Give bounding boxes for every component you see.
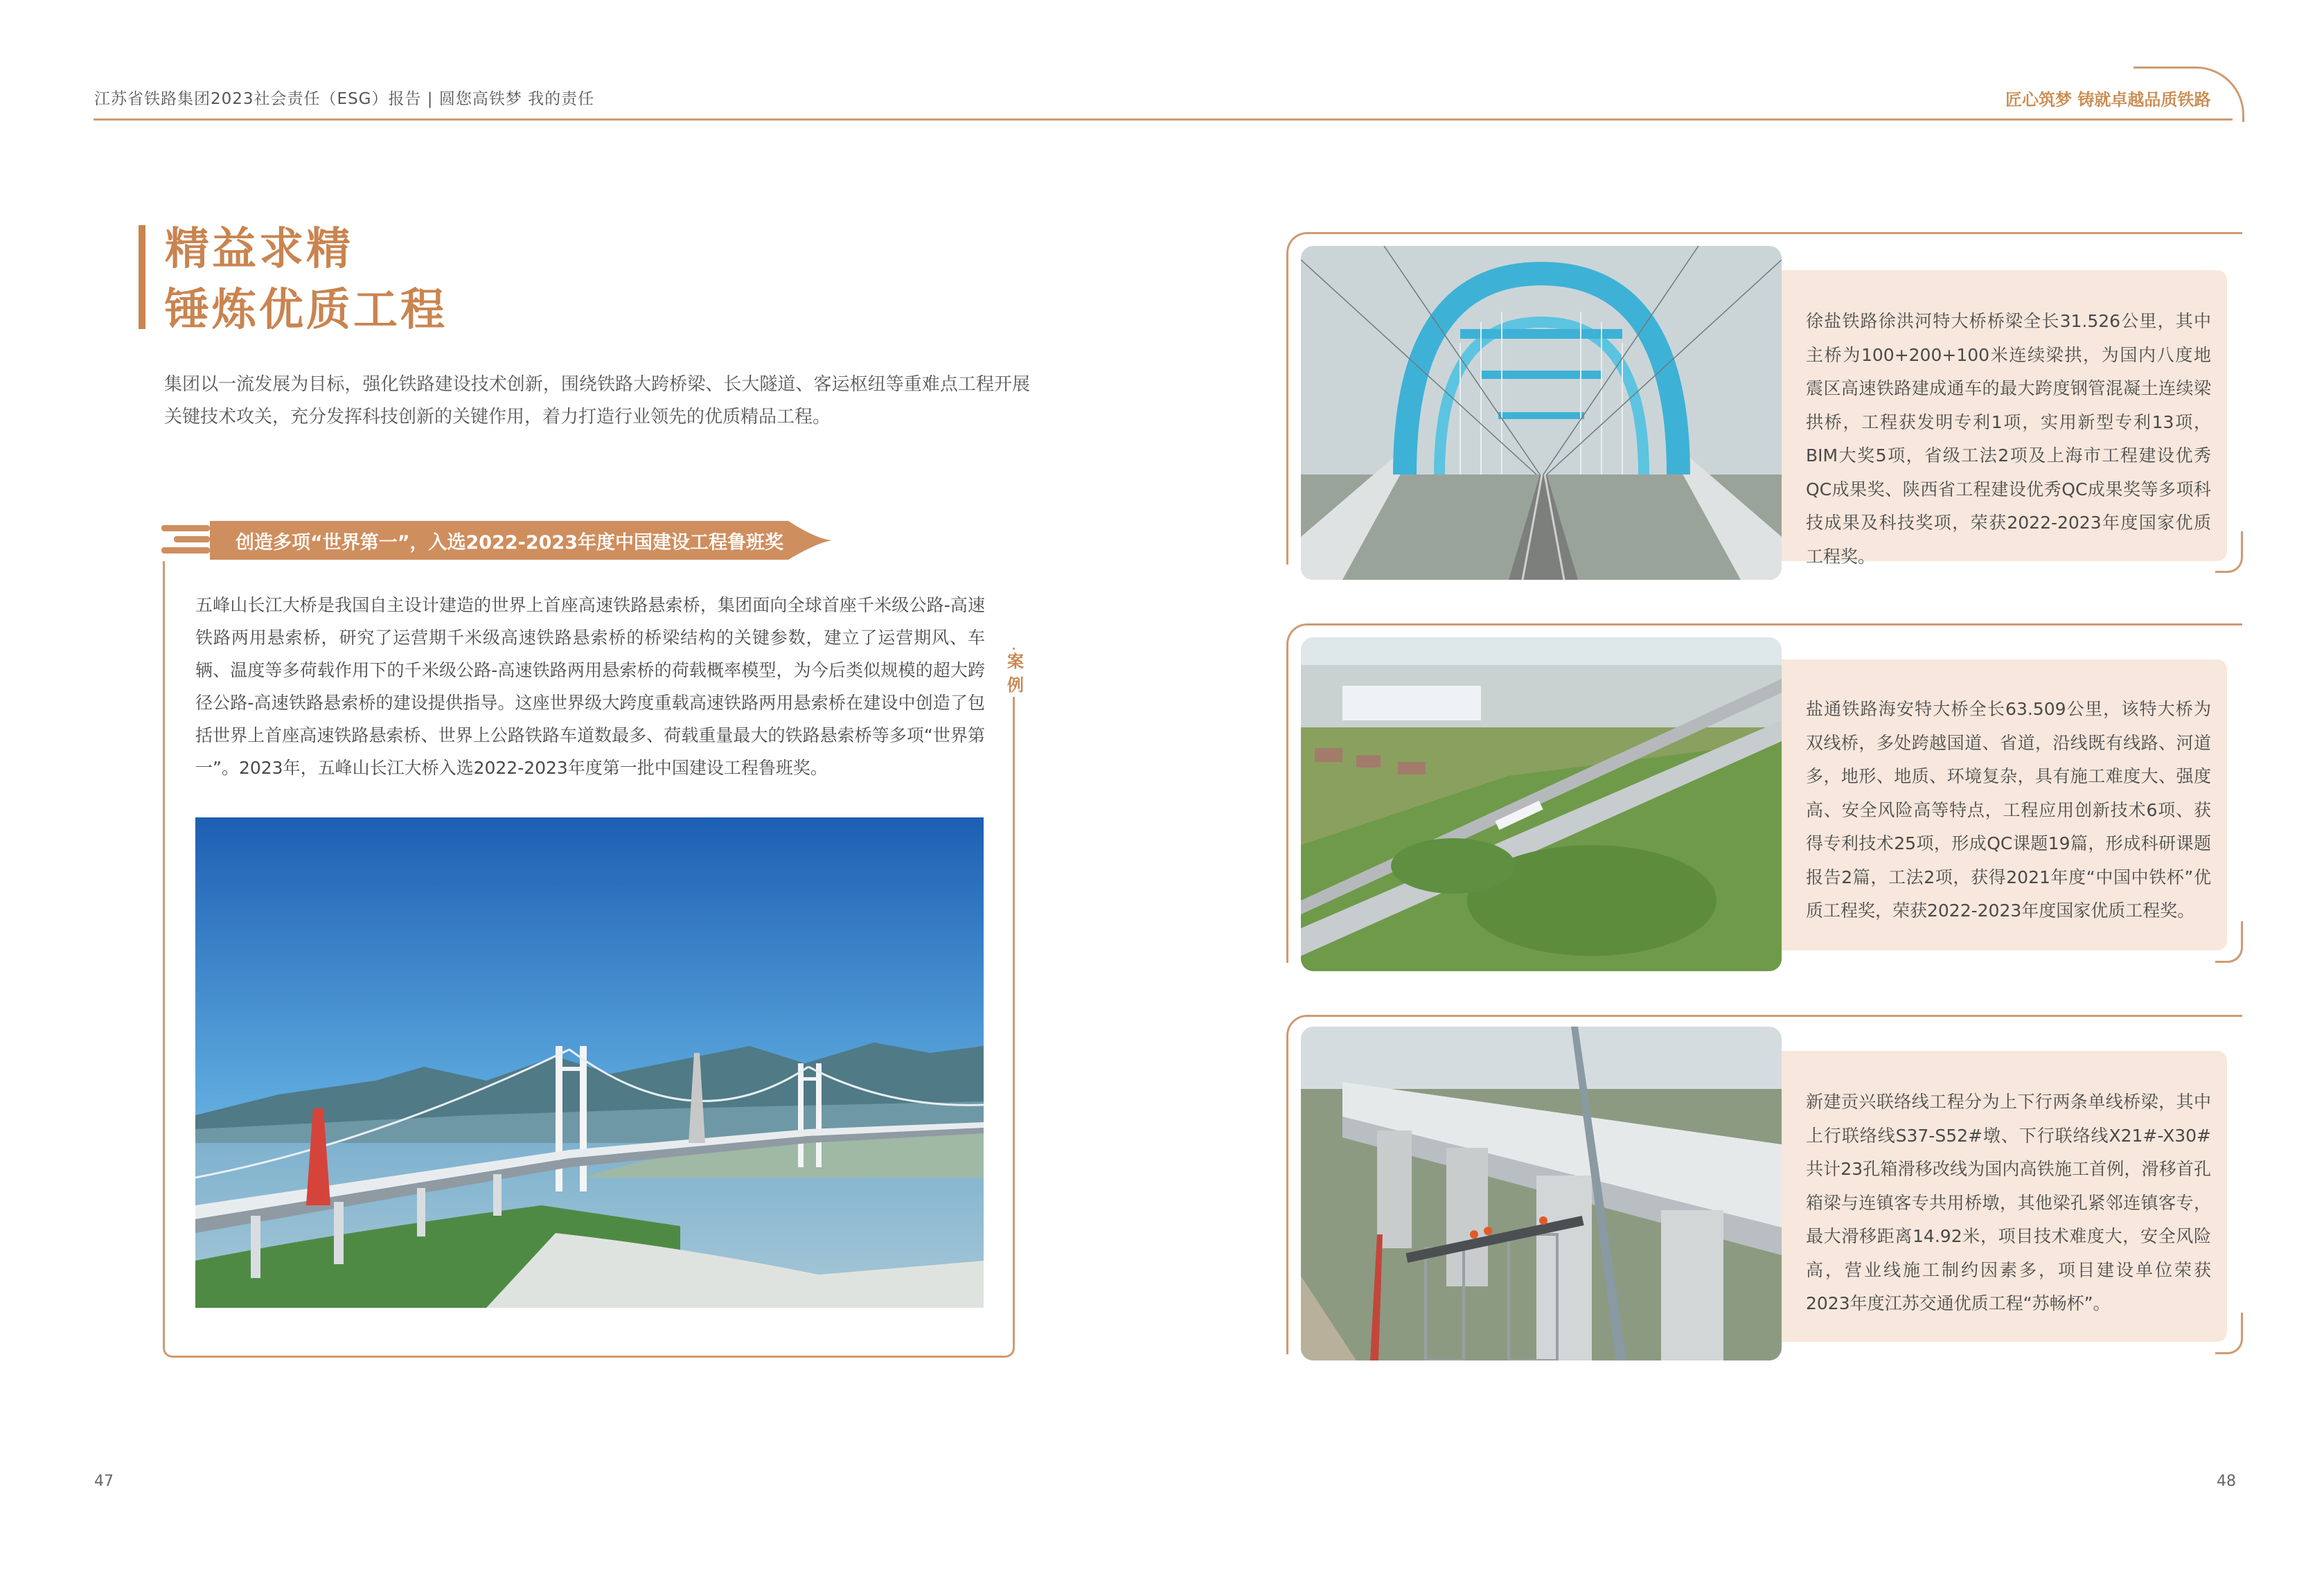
case-study-title: 创造多项“世界第一”，入选2022-2023年度中国建设工程鲁班奖 xyxy=(236,532,783,553)
intro-paragraph: 集团以一流发展为目标，强化铁路建设技术创新，围绕铁路大跨桥梁、长大隧道、客运枢纽等重难点工程开展关键技术攻关，充分发挥科技创新的关键作用，着力打造行业领先的优质精品工程。 xyxy=(164,374,1030,427)
page-title-line1: 精益求精 xyxy=(165,224,353,275)
card-3-corner xyxy=(2215,1313,2243,1354)
card-1-corner xyxy=(2215,531,2243,573)
report-header-title: 江苏省铁路集团2023社会责任（ESG）报告 | 圆您高铁梦 我的责任 xyxy=(94,90,595,108)
header-corner-arc xyxy=(2134,67,2244,122)
section-header-title: 匠心筑梦 铸就卓越品质铁路 xyxy=(2005,90,2211,109)
xuhonghe-bridge-photo xyxy=(1301,246,1782,580)
page-number-right: 48 xyxy=(2217,1473,2236,1490)
page-title xyxy=(165,219,447,341)
card-3-text: 新建贡兴联络线工程分为上下行两条单线桥梁，其中上行联络线S37-S52#墩、下行联络线X21#-X30#共计23孔箱滑移改线为国内高铁施工首例，滑移首孔箱梁与连镇客专共用桥墩，其他梁孔紧邻连镇客专，最大滑移距离14.92米，项目技术难度大，安全风险高，营业线施工制约因素多，项目建设单位荣获2023年度江苏交通优质工程“苏畅杯”。 xyxy=(1806,1092,2211,1313)
case-tag-label: 案例 xyxy=(1005,650,1026,697)
card-2-text: 盐通铁路海安特大桥全长63.509公里，该特大桥为双线桥，多处跨越国道、省道，沿线既有线路、河道多，地形、地质、环境复杂，具有施工难度大、强度高、安全风险高等特点，工程应用创新技术6项、获得专利技术25项，形成QC课题19篇，形成科研课题报告2篇，工法2项，获得2021年度“中国中铁杯”优质工程奖，荣获2022-2023年度国家优质工程奖。 xyxy=(1806,699,2211,921)
case-study-body: 五峰山长江大桥是我国自主设计建造的世界上首座高速铁路悬索桥，集团面向全球首座千米级公路-高速铁路两用悬索桥，研究了运营期千米级高速铁路悬索桥的桥梁结构的关键参数，建立了运营期风、车辆、温度等多荷载作用下的千米级公路-高速铁路两用悬索桥的荷载概率模型，为今后类似规模的超大跨径公路-高速铁路悬索桥的建设提供指导。这座世界级大跨度重载高速铁路两用悬索桥在建设中创造了包括世界上首座高速铁路悬索桥、世界上公路铁路车道数最多、荷载重量最大的铁路悬索桥等多项“世界第一”。2023年，五峰山长江大桥入选2022-2023年度第一批中国建设工程鲁班奖。 xyxy=(195,595,985,778)
card-2-corner xyxy=(2215,921,2243,963)
header-divider xyxy=(94,118,2233,121)
card-1-text: 徐盐铁路徐洪河特大桥桥梁全长31.526公里，其中主桥为100+200+100米连续梁拱，为国内八度地震区高速铁路建成通车的最大跨度钢管混凝土连续梁拱桥，工程获发明专利1项，实用新型专利13项，BIM大奖5项，省级工法2项及上海市工程建设优秀QC成果奖、陕西省工程建设优秀QC成果奖等多项科技成果及科技奖项，荣获2022-2023年度国家优质工程奖。 xyxy=(1806,311,2211,567)
page-number-left: 47 xyxy=(94,1473,114,1490)
wufengshan-bridge-photo xyxy=(195,817,984,1308)
case-study-banner xyxy=(161,520,833,561)
page-title-line2: 锤炼优质工程 xyxy=(165,285,447,336)
gongxing-line-photo xyxy=(1301,1027,1782,1360)
haian-bridge-photo xyxy=(1301,637,1782,971)
title-accent-bar xyxy=(139,225,145,329)
